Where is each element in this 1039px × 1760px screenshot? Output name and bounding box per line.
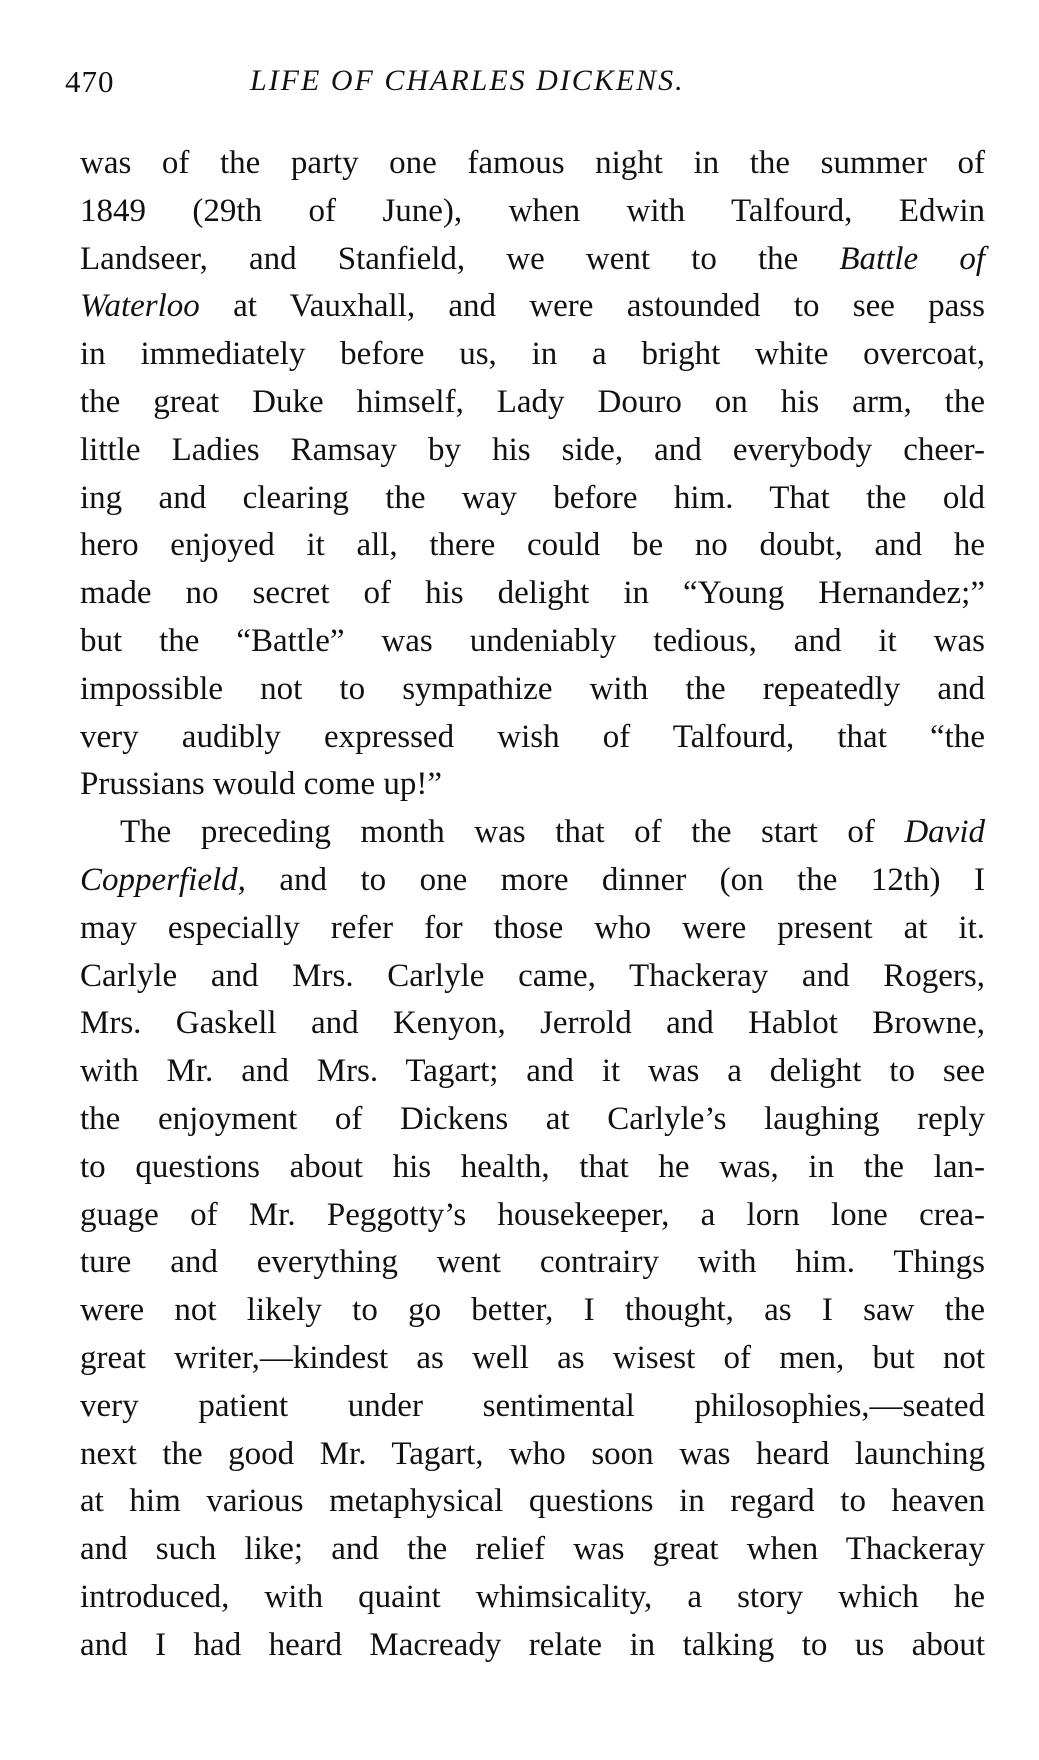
line-text: were not likely to go better, I thought, as I saw the [80, 1292, 985, 1329]
line-text: introduced, with quaint whimsicality, a story which he [80, 1578, 985, 1615]
line-text: the enjoyment of Dickens at Carlyle’s laughing reply [80, 1100, 985, 1137]
text-line [80, 953, 985, 1001]
text-line [80, 905, 985, 953]
line-text: the great Duke himself, Lady Douro on his arm, the [80, 383, 985, 420]
text-line [80, 1096, 985, 1144]
body-text [80, 140, 985, 1670]
text-line [80, 1000, 985, 1048]
text-line [80, 188, 985, 236]
line-text: The preceding month was that of the start of [120, 814, 905, 851]
line-text: and such like; and the relief was great when Thackeray [80, 1531, 985, 1568]
text-line [80, 857, 985, 905]
italic-title: Waterloo [80, 288, 200, 325]
text-line [80, 618, 985, 666]
line-text: in immediately before us, in a bright white overcoat, [80, 336, 985, 373]
running-title: LIFE OF CHARLES DICKENS. [250, 64, 685, 97]
line-text: may especially refer for those who were present at it. [80, 909, 985, 946]
text-line [80, 666, 985, 714]
page-number: 470 [65, 64, 115, 99]
text-line [80, 236, 985, 284]
line-text: made no secret of his delight in “Young Hernandez;” [80, 575, 985, 612]
line-text: very patient under sentimental philosophies,—seated [80, 1387, 985, 1424]
line-text: ing and clearing the way before him. That the old [80, 479, 985, 516]
line-text: next the good Mr. Tagart, who soon was heard launching [80, 1435, 985, 1472]
text-line [80, 809, 985, 857]
text-line [80, 1239, 985, 1287]
line-text: was of the party one famous night in the summer of [80, 145, 985, 181]
text-line [80, 1526, 985, 1574]
text-line [80, 761, 985, 809]
line-text: guage of Mr. Peggotty’s housekeeper, a lorn lone crea- [80, 1196, 985, 1233]
line-text: great writer,—kindest as well as wisest of men, but not [80, 1339, 985, 1376]
text-line [80, 522, 985, 570]
line-text: Landseer, and Stanfield, we went to the [80, 240, 840, 277]
line-text: at Vauxhall, and were astounded to see pass [199, 288, 985, 325]
line-text: but the “Battle” was undeniably tedious, and it was [80, 622, 985, 659]
line-text: impossible not to sympathize with the repeatedly and [80, 670, 985, 707]
italic-title: Copperfield, [80, 861, 246, 898]
text-line [80, 140, 985, 188]
text-line [80, 1335, 985, 1383]
line-text: Prussians would come up!” [80, 766, 443, 803]
text-line [80, 1478, 985, 1526]
line-text: at him various metaphysical questions in regard to heaven [80, 1483, 985, 1520]
line-text: Mrs. Gaskell and Kenyon, Jerrold and Hablot Browne, [80, 1005, 985, 1042]
line-text: ture and everything went contrairy with him. Things [80, 1244, 985, 1281]
text-line [80, 1287, 985, 1335]
italic-title: David [904, 814, 985, 851]
text-line [80, 1144, 985, 1192]
text-line [80, 570, 985, 618]
text-line [80, 1192, 985, 1240]
line-text: little Ladies Ramsay by his side, and everybody cheer- [80, 431, 985, 468]
text-line [80, 475, 985, 523]
text-line [80, 283, 985, 331]
italic-title: Battle of [839, 240, 985, 277]
line-text: very audibly expressed wish of Talfourd, that “the [80, 718, 985, 755]
text-line [80, 427, 985, 475]
line-text: with Mr. and Mrs. Tagart; and it was a delight to see [80, 1053, 985, 1090]
text-line [80, 331, 985, 379]
line-text: 1849 (29th of June), when with Talfourd, Edwin [80, 192, 985, 229]
page-header [65, 64, 985, 120]
line-text: and to one more dinner (on the 12th) I [245, 861, 985, 898]
line-text: and I had heard Macready relate in talking to us about [80, 1626, 985, 1663]
text-line [80, 1574, 985, 1622]
text-line [80, 1048, 985, 1096]
text-line [80, 1622, 985, 1670]
text-line [80, 379, 985, 427]
line-text: to questions about his health, that he was, in the lan- [80, 1148, 985, 1185]
text-line [80, 1383, 985, 1431]
line-text: Carlyle and Mrs. Carlyle came, Thackeray and Rogers, [80, 957, 985, 994]
line-text: hero enjoyed it all, there could be no doubt, and he [80, 527, 985, 564]
text-line [80, 1431, 985, 1479]
text-line [80, 714, 985, 762]
